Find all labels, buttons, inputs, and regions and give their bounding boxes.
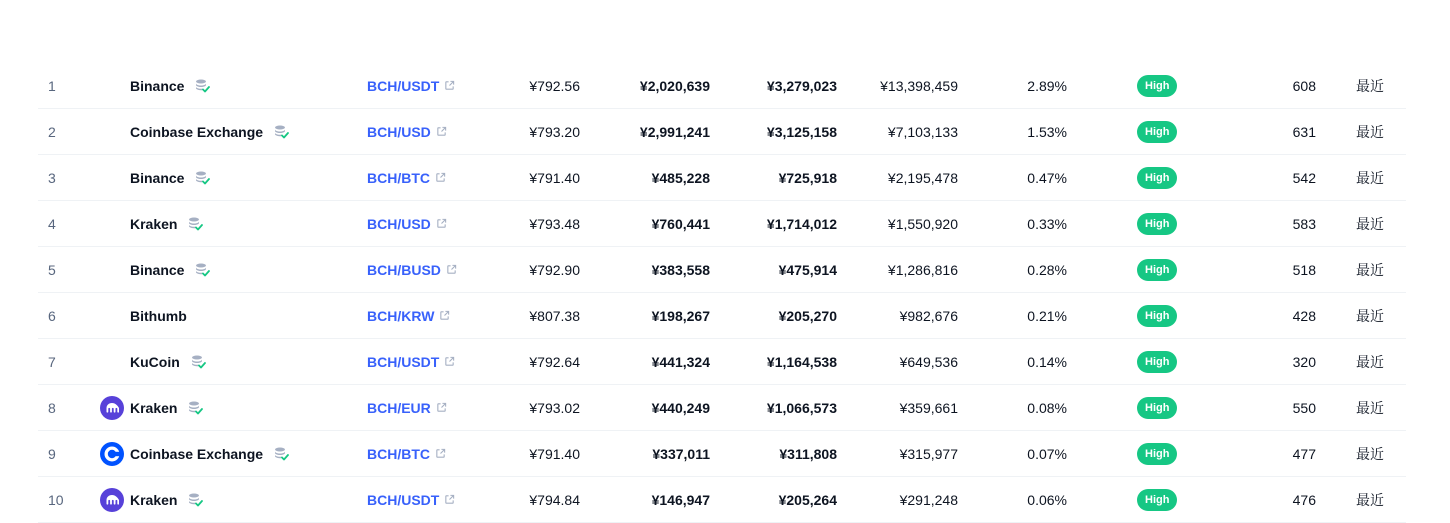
confidence-badge: High (1137, 167, 1177, 189)
volume-24h: ¥315,977 (899, 445, 958, 462)
pair-label[interactable]: BCH/BTC (367, 445, 430, 462)
volume-24h: ¥1,286,816 (887, 261, 958, 278)
logo-placeholder (100, 74, 124, 98)
depth-plus-2: ¥440,249 (651, 399, 710, 416)
pair-link[interactable] (367, 247, 457, 292)
volume-percent: 2.89% (1027, 77, 1067, 94)
exchange-name[interactable]: Coinbase Exchange (130, 445, 264, 462)
updated: 最近 (1356, 491, 1384, 508)
liquidity-score: 608 (1292, 77, 1316, 94)
volume-24h: ¥359,661 (899, 399, 958, 416)
liquidity-score: 550 (1292, 399, 1316, 416)
exchange-name[interactable]: Binance (130, 169, 185, 186)
pair-label[interactable]: BCH/USD (367, 123, 431, 140)
external-link-icon[interactable] (446, 264, 457, 275)
table-row[interactable] (38, 477, 1406, 523)
table-row[interactable] (38, 431, 1406, 477)
depth-minus-2: ¥1,164,538 (766, 353, 837, 370)
volume-24h: ¥7,103,133 (887, 123, 958, 140)
logo-placeholder (100, 350, 124, 374)
exchange-cell[interactable] (100, 431, 289, 476)
pair-link[interactable] (367, 339, 455, 384)
updated: 最近 (1356, 445, 1384, 462)
verified-exchange-icon (273, 446, 289, 462)
volume-percent: 1.53% (1027, 123, 1067, 140)
pair-label[interactable]: BCH/USDT (367, 491, 440, 508)
confidence-badge: High (1137, 75, 1177, 97)
price: ¥792.64 (529, 353, 580, 370)
depth-minus-2: ¥1,066,573 (766, 399, 837, 416)
updated: 最近 (1356, 169, 1384, 186)
updated: 最近 (1356, 261, 1384, 278)
external-link-icon[interactable] (444, 80, 455, 91)
price: ¥794.84 (529, 491, 580, 508)
external-link-icon[interactable] (435, 172, 446, 183)
confidence-badge: High (1137, 213, 1177, 235)
confidence-badge: High (1137, 305, 1177, 327)
pair-label[interactable]: BCH/KRW (367, 307, 435, 324)
confidence-cell (1137, 201, 1177, 246)
pair-link[interactable] (367, 109, 447, 154)
exchange-name[interactable]: Binance (130, 261, 185, 278)
volume-24h: ¥1,550,920 (887, 215, 958, 232)
rank: 1 (48, 77, 56, 94)
liquidity-score: 428 (1292, 307, 1316, 324)
depth-plus-2: ¥198,267 (651, 307, 710, 324)
depth-minus-2: ¥475,914 (778, 261, 837, 278)
pair-label[interactable]: BCH/USD (367, 215, 431, 232)
depth-minus-2: ¥3,279,023 (766, 77, 837, 94)
market-pairs-table (38, 63, 1406, 523)
pair-label[interactable]: BCH/BUSD (367, 261, 441, 278)
table-row[interactable] (38, 109, 1406, 155)
price: ¥793.48 (529, 215, 580, 232)
external-link-icon[interactable] (436, 126, 447, 137)
price: ¥793.20 (529, 123, 580, 140)
depth-plus-2: ¥441,324 (651, 353, 710, 370)
depth-plus-2: ¥2,020,639 (639, 77, 710, 94)
confidence-cell (1137, 63, 1177, 108)
confidence-cell (1137, 155, 1177, 200)
confidence-cell (1137, 431, 1177, 476)
external-link-icon[interactable] (436, 402, 447, 413)
confidence-badge: High (1137, 121, 1177, 143)
volume-percent: 0.47% (1027, 169, 1067, 186)
exchange-cell[interactable] (100, 63, 210, 108)
exchange-cell[interactable] (100, 385, 203, 430)
price: ¥792.56 (529, 77, 580, 94)
rank: 6 (48, 307, 56, 324)
confidence-badge: High (1137, 489, 1177, 511)
volume-percent: 0.14% (1027, 353, 1067, 370)
volume-percent: 0.33% (1027, 215, 1067, 232)
depth-minus-2: ¥205,270 (778, 307, 837, 324)
depth-minus-2: ¥1,714,012 (766, 215, 837, 232)
logo-placeholder (100, 304, 124, 328)
exchange-name[interactable]: Bithumb (130, 307, 187, 324)
pair-link[interactable] (367, 63, 455, 108)
liquidity-score: 583 (1292, 215, 1316, 232)
verified-exchange-icon (194, 170, 210, 186)
pair-link[interactable] (367, 155, 446, 200)
pair-link[interactable] (367, 431, 446, 476)
volume-percent: 0.07% (1027, 445, 1067, 462)
volume-24h: ¥2,195,478 (887, 169, 958, 186)
exchange-name[interactable]: KuCoin (130, 353, 180, 370)
depth-minus-2: ¥725,918 (778, 169, 837, 186)
verified-exchange-icon (273, 124, 289, 140)
price: ¥792.90 (529, 261, 580, 278)
updated: 最近 (1356, 353, 1384, 370)
confidence-cell (1137, 339, 1177, 384)
confidence-cell (1137, 385, 1177, 430)
external-link-icon[interactable] (444, 356, 455, 367)
table-row[interactable] (38, 155, 1406, 201)
external-link-icon[interactable] (435, 448, 446, 459)
exchange-name[interactable]: Kraken (130, 491, 178, 508)
pair-link[interactable] (367, 201, 447, 246)
verified-exchange-icon (187, 216, 203, 232)
pair-label[interactable]: BCH/USDT (367, 77, 440, 94)
rank: 7 (48, 353, 56, 370)
exchange-name[interactable]: Coinbase Exchange (130, 123, 264, 140)
volume-percent: 0.28% (1027, 261, 1067, 278)
exchange-cell[interactable] (100, 339, 206, 384)
liquidity-score: 320 (1292, 353, 1316, 370)
pair-label[interactable]: BCH/EUR (367, 399, 431, 416)
exchange-name[interactable]: Kraken (130, 215, 178, 232)
updated: 最近 (1356, 77, 1384, 94)
pair-label[interactable]: BCH/USDT (367, 353, 440, 370)
liquidity-score: 542 (1292, 169, 1316, 186)
verified-exchange-icon (187, 400, 203, 416)
depth-plus-2: ¥760,441 (651, 215, 710, 232)
depth-minus-2: ¥3,125,158 (766, 123, 837, 140)
updated: 最近 (1356, 307, 1384, 324)
exchange-cell[interactable] (100, 155, 210, 200)
verified-exchange-icon (194, 262, 210, 278)
coinbase-logo-icon (100, 442, 124, 466)
table-row[interactable] (38, 247, 1406, 293)
confidence-badge: High (1137, 443, 1177, 465)
rank: 5 (48, 261, 56, 278)
table-row[interactable] (38, 385, 1406, 431)
exchange-name[interactable]: Binance (130, 77, 185, 94)
confidence-badge: High (1137, 259, 1177, 281)
volume-24h: ¥982,676 (899, 307, 958, 324)
price: ¥807.38 (529, 307, 580, 324)
confidence-badge: High (1137, 351, 1177, 373)
rank: 3 (48, 169, 56, 186)
rank: 2 (48, 123, 56, 140)
pair-link[interactable] (367, 293, 450, 338)
external-link-icon[interactable] (439, 310, 450, 321)
verified-exchange-icon (190, 354, 206, 370)
liquidity-score: 518 (1292, 261, 1316, 278)
volume-24h: ¥649,536 (899, 353, 958, 370)
table-row[interactable] (38, 63, 1406, 109)
volume-percent: 0.08% (1027, 399, 1067, 416)
confidence-badge: High (1137, 397, 1177, 419)
pair-label[interactable]: BCH/BTC (367, 169, 430, 186)
exchange-cell[interactable] (100, 201, 203, 246)
depth-plus-2: ¥2,991,241 (639, 123, 710, 140)
rank: 10 (48, 491, 64, 508)
logo-placeholder (100, 120, 124, 144)
logo-placeholder (100, 166, 124, 190)
logo-placeholder (100, 212, 124, 236)
exchange-name[interactable]: Kraken (130, 399, 178, 416)
exchange-cell[interactable] (100, 247, 210, 292)
confidence-cell (1137, 247, 1177, 292)
depth-plus-2: ¥485,228 (651, 169, 710, 186)
price: ¥791.40 (529, 445, 580, 462)
table-row[interactable] (38, 293, 1406, 339)
rank: 9 (48, 445, 56, 462)
depth-plus-2: ¥383,558 (651, 261, 710, 278)
confidence-cell (1137, 293, 1177, 338)
depth-plus-2: ¥146,947 (651, 491, 710, 508)
volume-24h: ¥291,248 (899, 491, 958, 508)
depth-minus-2: ¥311,808 (779, 445, 837, 462)
rank: 4 (48, 215, 56, 232)
verified-exchange-icon (194, 78, 210, 94)
volume-percent: 0.06% (1027, 491, 1067, 508)
external-link-icon[interactable] (436, 218, 447, 229)
volume-24h: ¥13,398,459 (880, 77, 958, 94)
liquidity-score: 477 (1292, 445, 1316, 462)
updated: 最近 (1356, 215, 1384, 232)
table-row[interactable] (38, 339, 1406, 385)
depth-plus-2: ¥337,011 (652, 445, 710, 462)
pair-link[interactable] (367, 385, 447, 430)
exchange-cell[interactable] (100, 293, 187, 338)
price: ¥791.40 (529, 169, 580, 186)
exchange-cell[interactable] (100, 109, 289, 154)
volume-percent: 0.21% (1027, 307, 1067, 324)
updated: 最近 (1356, 123, 1384, 140)
kraken-logo-icon (100, 396, 124, 420)
liquidity-score: 476 (1292, 491, 1316, 508)
price: ¥793.02 (529, 399, 580, 416)
updated: 最近 (1356, 399, 1384, 416)
confidence-cell (1137, 109, 1177, 154)
logo-placeholder (100, 258, 124, 282)
liquidity-score: 631 (1292, 123, 1316, 140)
depth-minus-2: ¥205,264 (778, 491, 837, 508)
table-row[interactable] (38, 201, 1406, 247)
rank: 8 (48, 399, 56, 416)
